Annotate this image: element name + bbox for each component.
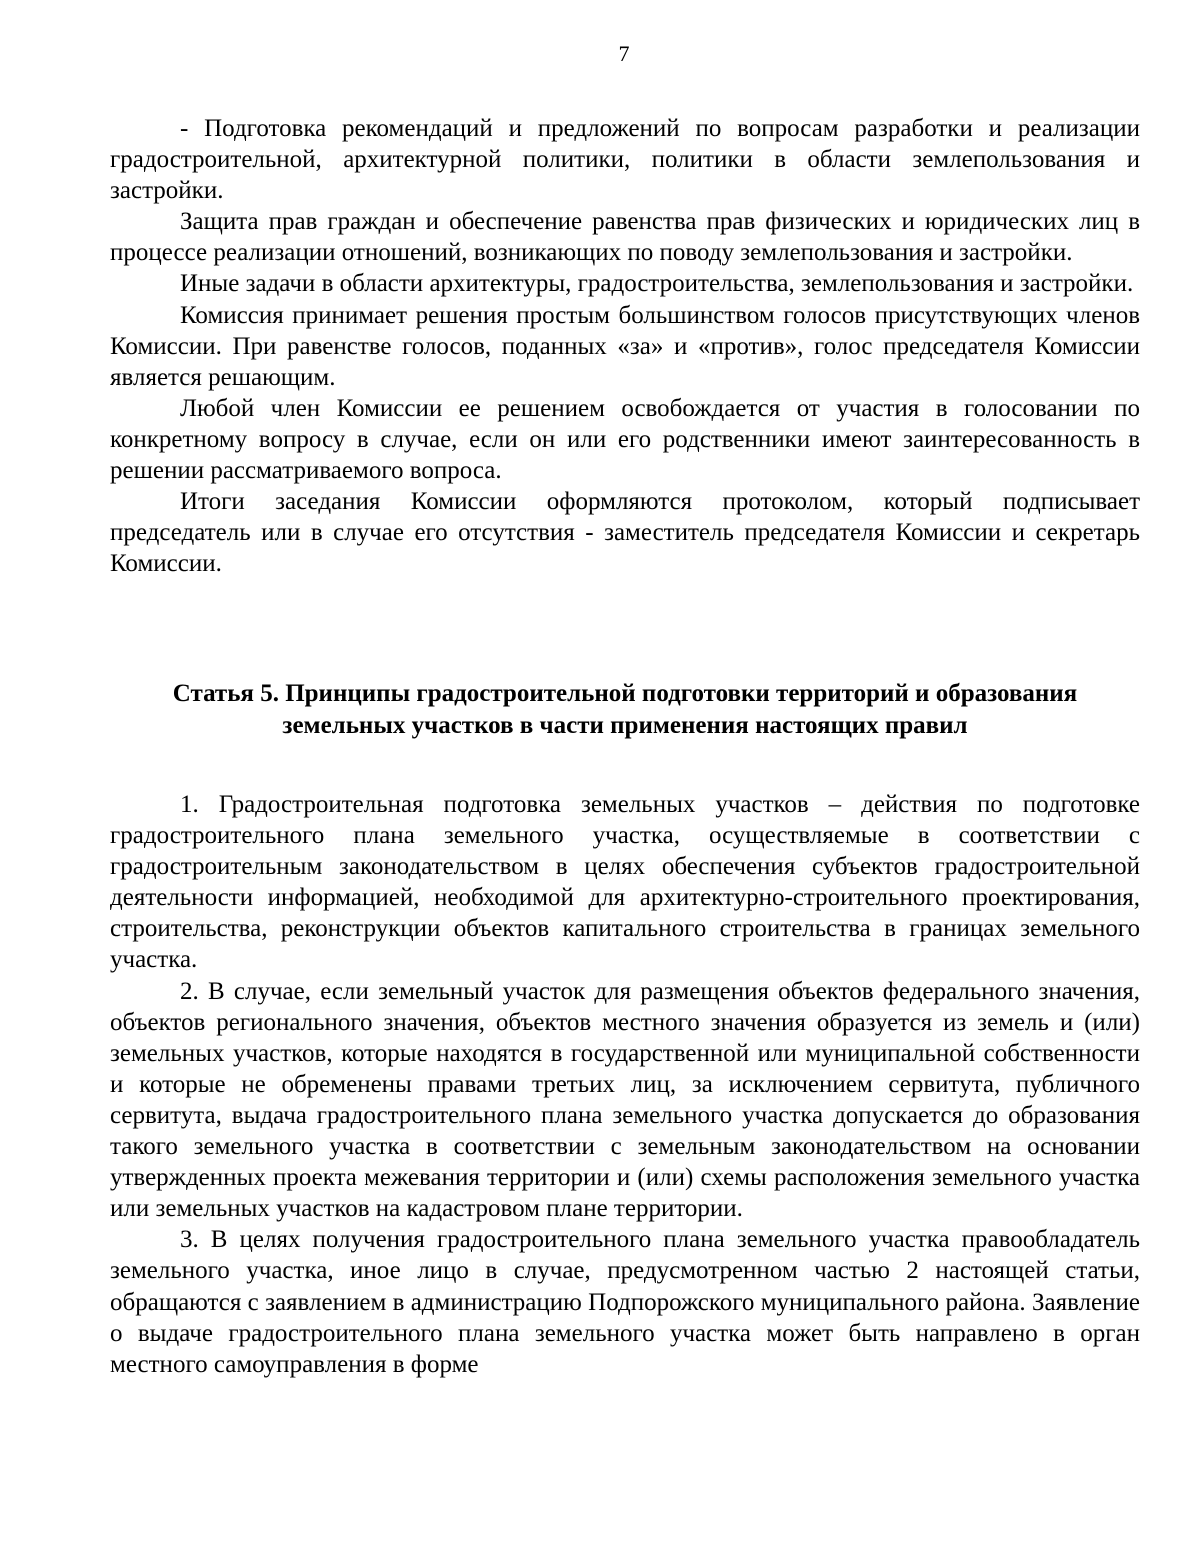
article-clause-1: 1. Градостроительная подготовка земельных участков – действия по подготовке градостроительного плана земельного участка, осуществляемые в соответствии с градостроительным законодательством в целях обеспечения субъектов градостроительной деятельности информацией, необходимой для архитектурно-строительного проектирования, строительства, реконструкции объектов капитального строительства в границах земельного участка.	[110, 791, 1140, 974]
article-heading-line-1: Статья 5. Принципы градостроительной подготовки территорий и образования	[172, 680, 1078, 707]
paragraph-minutes: Итоги заседания Комиссии оформляются протоколом, который подписывает председатель или в случае его отсутствия - заместитель председателя Комиссии и секретарь Комиссии.	[110, 488, 1140, 578]
paragraph-recommendations: - Подготовка рекомендаций и предложений по вопросам разработки и реализации градостроительной, архитектурной политики, политики в области землепользования и застройки.	[110, 115, 1140, 205]
article-heading-line-2: земельных участков в части применения настоящих правил	[282, 711, 968, 739]
article-clause-3: 3. В целях получения градостроительного плана земельного участка правообладатель земельного участка, иное лицо в случае, предусмотренном частью 2 настоящей статьи, обращаются с заявлением в администрацию Подпорожского муниципального района. Заявление о выдаче градостроительного плана земельного участка может быть направлено в орган местного самоуправления в форме	[110, 1226, 1140, 1378]
article-clause-2: 2. В случае, если земельный участок для размещения объектов федерального значения, объектов регионального значения, объектов местного значения образуется из земель и (или) земельных участков, которые находятся в государственной или муниципальной собственности и которые не обременены правами третьих лиц, за исключением сервитута, публичного сервитута, выдача градостроительного плана земельного участка допускается до образования такого земельного участка в соответствии с земельным законодательством на основании утвержденных проекта межевания территории и (или) схемы расположения земельного участка или земельных участков на кадастровом плане территории.	[110, 977, 1140, 1223]
paragraph-rights-protection: Защита прав граждан и обеспечение равенства прав физических и юридических лиц в процессе реализации отношений, возникающих по поводу землепользования и застройки.	[110, 208, 1140, 267]
paragraph-voting: Комиссия принимает решения простым большинством голосов присутствующих членов Комиссии. При равенстве голосов, поданных «за» и «против», голос председателя Комиссии является решающим.	[110, 301, 1140, 391]
commission-duties-section	[110, 113, 1140, 579]
article-body	[110, 789, 1140, 1380]
paragraph-recusal: Любой член Комиссии ее решением освобождается от участия в голосовании по конкретному вопросу в случае, если он или его родственники имеют заинтересованность в решении рассматриваемого вопроса.	[110, 394, 1140, 485]
page-number: 7	[618, 41, 630, 66]
paragraph-other-tasks: Иные задачи в области архитектуры, градостроительства, землепользования и застройки.	[180, 270, 1134, 298]
article-heading	[110, 678, 1140, 741]
